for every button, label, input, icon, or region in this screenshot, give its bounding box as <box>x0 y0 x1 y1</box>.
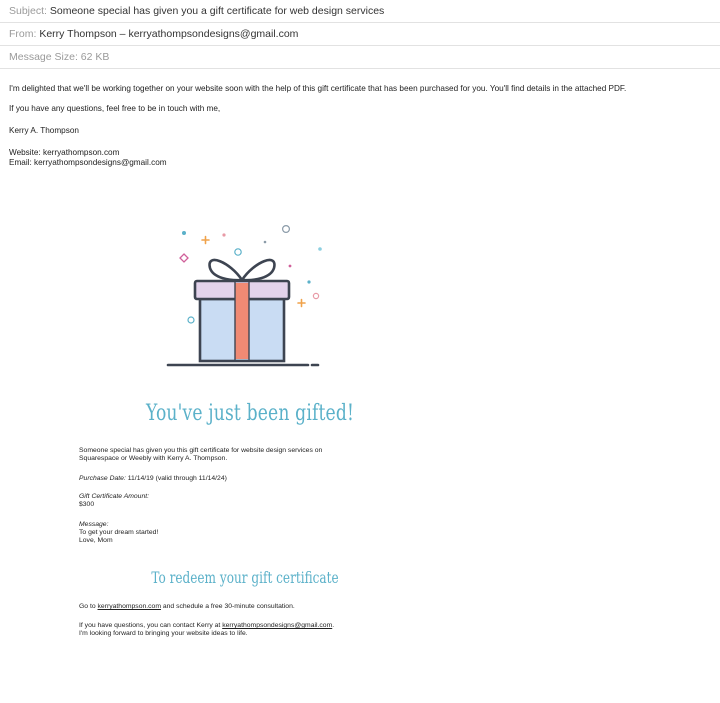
amount-value: $300 <box>79 501 95 508</box>
website-link[interactable]: kerryathompson.com <box>97 603 161 610</box>
from-label: From: <box>9 28 37 40</box>
size-value: 62 KB <box>80 51 110 63</box>
from-row <box>0 23 720 46</box>
contact-suffix: . <box>332 622 335 629</box>
amount-label <box>79 493 149 501</box>
purchase-date-value: 11/14/19 (valid through 11/14/24) <box>125 475 227 482</box>
size-label: Message Size: <box>9 51 78 63</box>
purchase-date <box>79 475 227 483</box>
redeem-instructions <box>79 603 295 611</box>
redeem-suffix: and schedule a free 30-minute consultation. <box>160 603 295 610</box>
contact-prefix: If you have questions, you can contact Kerry at <box>79 622 223 629</box>
body-website: Website: kerryathompson.com <box>9 148 120 157</box>
body-questions: If you have any questions, feel free to be in touch with me, <box>9 104 221 113</box>
cert-desc-line1: Someone special has given you this gift certificate for website design services on <box>79 447 323 454</box>
body-signature: Kerry A. Thompson <box>9 126 79 135</box>
message-label <box>79 521 108 529</box>
contact-line <box>79 622 334 630</box>
amount-label-text: Gift Certificate Amount: <box>79 493 150 500</box>
size-row <box>0 46 720 69</box>
redeem-prefix: Go to <box>79 603 98 610</box>
message-label-text: Message: <box>79 521 109 528</box>
gift-headline: You've just been gifted! <box>145 401 355 426</box>
closing-line: I'm looking forward to bringing your website ideas to life. <box>79 630 248 637</box>
body-email: Email: kerryathompsondesigns@gmail.com <box>9 158 167 167</box>
subject-label: Subject: <box>9 5 47 17</box>
subject-row <box>0 0 720 23</box>
subject-value: Someone special has given you a gift certificate for web design services <box>49 5 385 17</box>
cert-desc-line2: Squarespace or Weebly with Kerry A. Thompson. <box>79 455 228 462</box>
from-value[interactable]: Kerry Thompson – kerryathompsondesigns@gmail.com <box>39 28 299 40</box>
redeem-headline: To redeem your gift certificate <box>151 569 339 587</box>
purchase-date-label: Purchase Date: <box>79 475 126 482</box>
email-link[interactable]: kerryathompsondesigns@gmail.com <box>222 622 333 629</box>
message-line1: To get your dream started! <box>79 529 159 536</box>
confetti-icon <box>180 226 322 323</box>
body-intro: I'm delighted that we'll be working together on your website soon with the help of this gift certificate that has been purchased for you. You'll find details in the attached PDF. <box>9 84 627 93</box>
message-line2: Love, Mom <box>79 537 113 544</box>
